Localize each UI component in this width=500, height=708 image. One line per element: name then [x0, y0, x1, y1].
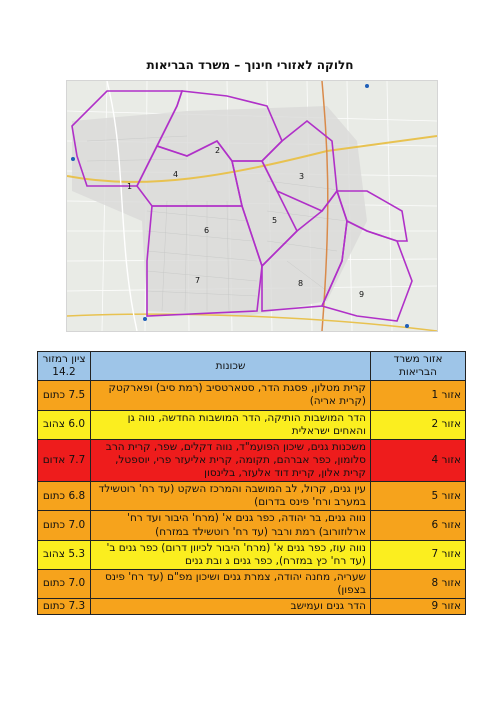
table-row [38, 599, 466, 615]
score-cell: 7.5 כתום [38, 381, 91, 410]
neighborhoods-cell: קרית מטלון, פסגת הדר, סטארטסיב (רמת סיב) ופארקטק (קרית אריה) [91, 381, 371, 410]
zone-label-4: 4 [173, 170, 179, 179]
neighborhoods-cell: משכנות גנים, שיכון הפועמ"ד, נווה דקלים, שפר, קרית הרב סלומון, כפר אברהם, תקומה, קרית אליעזר פרי, יוספטל, קרית אלון, קרית דוד אלעזר, בלינסון [91, 439, 371, 481]
zone-label-8: 8 [298, 279, 304, 288]
zone-cell: אזור 8 [371, 569, 466, 598]
table-row [38, 482, 466, 511]
table-header-row [38, 352, 466, 381]
header-zone: אזור משרד הבריאות [371, 352, 466, 381]
zone-label-6: 6 [204, 226, 210, 235]
score-cell: 7.0 כתום [38, 511, 91, 540]
zone-label-7: 7 [195, 276, 201, 285]
table-row [38, 410, 466, 439]
neighborhoods-cell: עין גנים, קרול, לב המושבה והמרכז השקט (עד רח' רוטשילד במערב ורח' פינס בדרום) [91, 482, 371, 511]
zone-cell: אזור 5 [371, 482, 466, 511]
score-cell: 7.0 כתום [38, 569, 91, 598]
header-score: ציון רמזור 14.2 [38, 352, 91, 381]
score-cell: 6.8 כתום [38, 482, 91, 511]
zone-cell: אזור 2 [371, 410, 466, 439]
zone-cell: אזור 4 [371, 439, 466, 481]
score-cell: 5.3 צהוב [38, 540, 91, 569]
zone-label-5: 5 [272, 216, 278, 225]
zones-table [37, 351, 466, 615]
neighborhoods-cell: הדר המושבות הותיקה, הדר המושבות החדשה, נווה גן והאחים ישראלית [91, 410, 371, 439]
zone-map [66, 80, 438, 332]
zone-label-2: 2 [215, 146, 221, 155]
zone-cell: אזור 1 [371, 381, 466, 410]
score-cell: 7.3 כתום [38, 599, 91, 615]
zone-label-9: 9 [359, 290, 365, 299]
score-cell: 6.0 צהוב [38, 410, 91, 439]
score-cell: 7.7 אדום [38, 439, 91, 481]
neighborhoods-cell: הדר גנים ועמישב [91, 599, 371, 615]
zone-cell: אזור 9 [371, 599, 466, 615]
zone-cell: אזור 7 [371, 540, 466, 569]
table-row [38, 569, 466, 598]
zone-label-1: 1 [127, 182, 133, 191]
table-row [38, 511, 466, 540]
neighborhoods-cell: שעריה, מחנה יהודה, צמרת גנים ושיכון מפ"ם (עד רח' פינס בצפון) [91, 569, 371, 598]
zone-cell: אזור 6 [371, 511, 466, 540]
neighborhoods-cell: נווה גנים, בר יהודה, כפר גנים א' (מרח' היבור ועד רח' ארלוזורוב) רמת ורבר (עד רח' רוטשילד במזרח) [91, 511, 371, 540]
table-row [38, 540, 466, 569]
neighborhoods-cell: נווה עוז, כפר גנים א' (מרח' היבור לכיוון דרום) כפר גנים ב' (עד רח' כץ במזרח), כפר גנים ג ובת גנים [91, 540, 371, 569]
document-title: חלוקה לאזורי חינוך – משרד הבריאות [146, 58, 354, 72]
zone-label-3: 3 [299, 172, 305, 181]
table-row [38, 381, 466, 410]
header-neighborhoods: שכונות [91, 352, 371, 381]
table-row [38, 439, 466, 481]
